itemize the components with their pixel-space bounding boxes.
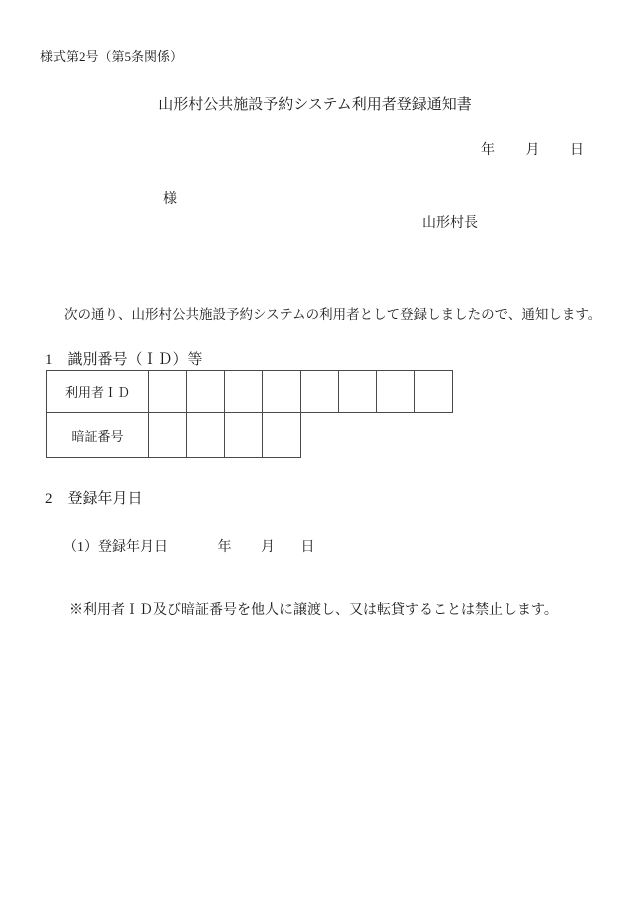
digit-cell — [149, 371, 187, 413]
table-spacer — [301, 413, 453, 458]
row-label: 利用者ＩＤ — [47, 371, 149, 413]
id-number-table — [46, 370, 453, 458]
digit-cell — [377, 371, 415, 413]
digit-cell — [187, 413, 225, 458]
issue-day-label: 日 — [570, 143, 584, 158]
registration-day-label: 日 — [300, 540, 315, 555]
digit-cell — [149, 413, 187, 458]
digit-cell — [225, 413, 263, 458]
row-label: 暗証番号 — [47, 413, 149, 458]
digit-cell — [187, 371, 225, 413]
digit-cell — [225, 371, 263, 413]
notification-body-text: 次の通り、山形村公共施設予約システムの利用者として登録しましたので、通知します。 — [64, 307, 602, 322]
issue-month-label: 月 — [525, 143, 540, 158]
registration-year-label: 年 — [217, 540, 232, 555]
digit-cell — [301, 371, 339, 413]
document-title: 山形村公共施設予約システム利用者登録通知書 — [158, 97, 472, 113]
section2-heading: 2 登録年月日 — [45, 491, 143, 507]
section1-heading: 1 識別番号（ＩＤ）等 — [45, 352, 203, 368]
digit-cell — [339, 371, 377, 413]
digit-cell — [263, 413, 301, 458]
issue-date-line — [481, 139, 584, 159]
registration-date-label: （1）登録年月日 — [63, 540, 168, 555]
addressee-honorific: 様 — [163, 192, 177, 207]
digit-cell — [415, 371, 453, 413]
digit-cell — [263, 371, 301, 413]
table-row — [47, 371, 453, 413]
sender-name: 山形村長 — [422, 216, 478, 231]
registration-month-label: 月 — [261, 540, 275, 555]
prohibition-note: ※利用者ＩＤ及び暗証番号を他人に譲渡し、又は転貸することは禁止します。 — [69, 603, 558, 618]
issue-year-label: 年 — [481, 143, 495, 158]
table-row — [47, 413, 453, 458]
form-number: 様式第2号（第5条関係） — [40, 49, 184, 64]
registration-date-line — [63, 536, 315, 556]
